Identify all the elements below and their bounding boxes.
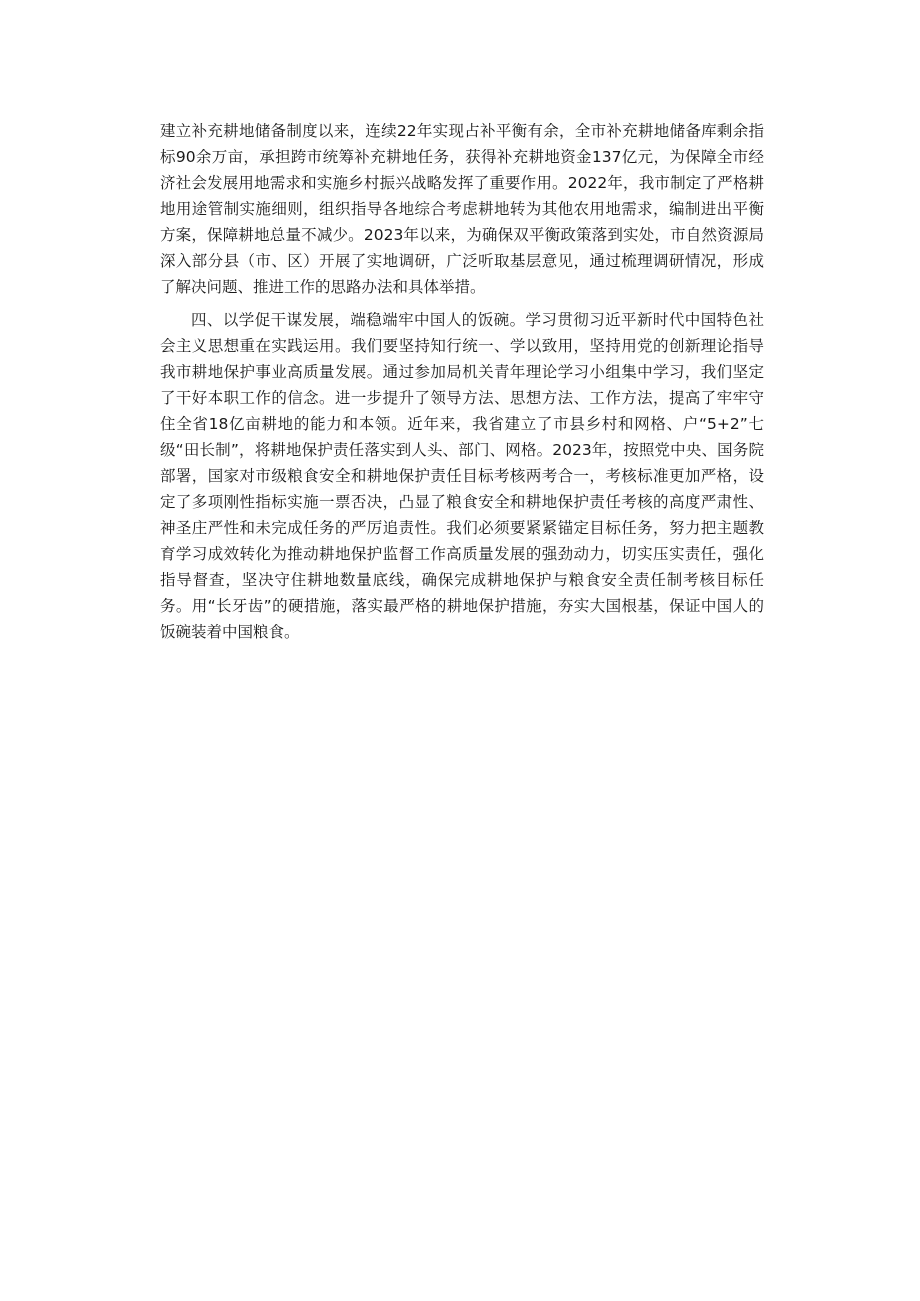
document-body (160, 118, 764, 645)
paragraph-1: 建立补充耕地储备制度以来，连续22年实现占补平衡有余，全市补充耕地储备库剩余指标90余万亩，承担跨市统筹补充耕地任务，获得补充耕地资金137亿元，为保障全市经济社会发展用地需求和实施乡村振兴战略发挥了重要作用。2022年，我市制定了严格耕地用途管制实施细则，组织指导各地综合考虑耕地转为其他农用地需求，编制进出平衡方案，保障耕地总量不减少。2023年以来，为确保双平衡政策落到实处，市自然资源局深入部分县（市、区）开展了实地调研，广泛听取基层意见，通过梳理调研情况，形成了解决问题、推进工作的思路办法和具体举措。 (160, 122, 764, 296)
paragraph-2: 四、以学促干谋发展，端稳端牢中国人的饭碗。学习贯彻习近平新时代中国特色社会主义思想重在实践运用。我们要坚持知行统一、学以致用，坚持用党的创新理论指导我市耕地保护事业高质量发展。通过参加局机关青年理论学习小组集中学习，我们坚定了干好本职工作的信念。进一步提升了领导方法、思想方法、工作方法，提高了牢牢守住全省18亿亩耕地的能力和本领。近年来，我省建立了市县乡村和网格、户“5+2”七级“田长制”，将耕地保护责任落实到人头、部门、网格。2023年，按照党中央、国务院部署，国家对市级粮食安全和耕地保护责任目标考核两考合一，考核标准更加严格，设定了多项刚性指标实施一票否决，凸显了粮食安全和耕地保护责任考核的高度严肃性、神圣庄严性和未完成任务的严厉追责性。我们必须要紧紧锚定目标任务，努力把主题教育学习成效转化为推动耕地保护监督工作高质量发展的强劲动力，切实压实责任，强化指导督查，坚决守住耕地数量底线，确保完成耕地保护与粮食安全责任制考核目标任务。用“长牙齿”的硬措施，落实最严格的耕地保护措施，夯实大国根基，保证中国人的饭碗装着中国粮食。 (160, 311, 764, 641)
